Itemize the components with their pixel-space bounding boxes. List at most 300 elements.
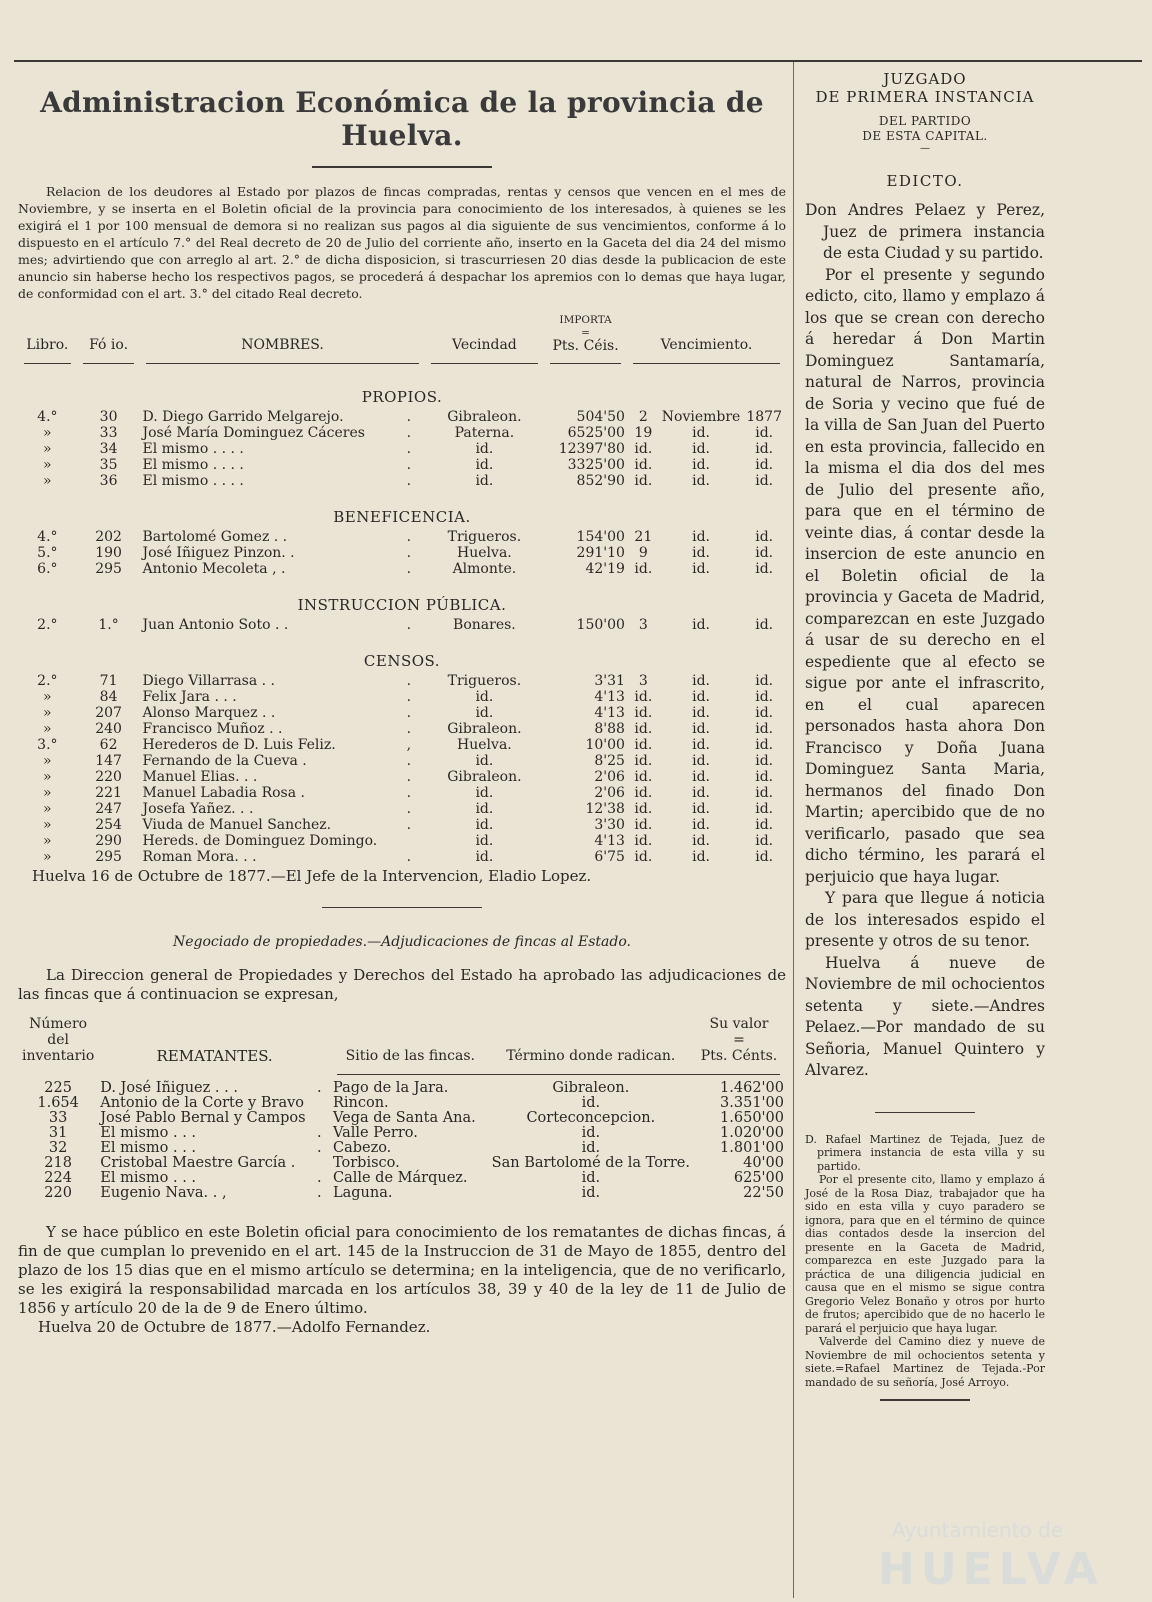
table-cell: 504'50 <box>576 409 625 425</box>
table-cell: 2'06 <box>594 769 625 785</box>
table-cell: Valle Perro. <box>332 1125 418 1141</box>
table-row <box>18 561 786 577</box>
table-cell: Viuda de Manuel Sanchez. <box>142 817 332 833</box>
table-cell: Fernando de la Cueva . <box>142 753 307 769</box>
table-cell: Vega de Santa Ana. <box>332 1110 476 1126</box>
header-valor-line-1: Su valor <box>709 1016 769 1032</box>
table-cell: 852'90 <box>576 473 625 489</box>
table-cell: id. <box>755 801 774 817</box>
table-cell: id. <box>692 561 710 577</box>
table-row <box>18 1156 786 1171</box>
edicto-body: Por el presente y segundo edicto, cito, llamo y emplazo á los que se crean con derecho á heredar á Don Martin Dominguez Santamaría, natural de Narros, provincia de Soria y vecino que fué de la villa de San Juan del Puerto en esta provincia, fallecido en la misma el dia dos del mes de Julio del presente año, para que en el término de veinte dias, á contar desde la insercion de este anuncio en el Boletin oficial de la provincia y Gaceta de Madrid, comparezcan en este Juzgado á usar de su derecho en el espediente que al efecto se sigue por ante el infrascrito, en el cual aparecen personados hasta ahora Don Francisco y Doña Juana Dominguez Santa Maria, hermanos del finado Don Martin; apercibido que de no verificarlo, pasado que sea dicho término, les parará el perjuicio que haya lugar. <box>805 265 1045 886</box>
table-cell: id. <box>755 785 774 801</box>
debtors-table <box>18 314 786 865</box>
right-separator <box>875 1112 975 1113</box>
table-row <box>18 425 786 441</box>
table-cell: 42'19 <box>585 561 625 577</box>
table-cell: 3'30 <box>594 817 625 833</box>
table-row <box>18 849 786 865</box>
table-cell: 218 <box>44 1155 72 1171</box>
table-cell: Antonio de la Corte y Bravo <box>100 1095 305 1111</box>
table-cell: id. <box>692 785 710 801</box>
edicto-title: EDICTO. <box>886 172 964 190</box>
table-cell: id. <box>634 785 653 801</box>
table-cell: id. <box>634 473 653 489</box>
debt-notice-intro: Relacion de los deudores al Estado por plazos de fincas compradas, rentas y censos que vencen en el mes de Noviembre, y se inserta en el Boletin oficial de la provincia para conocimiento de los interesados, à quienes se les exigirá el 1 por 100 mensual de demora si no realizan sus pagos al dia siguiente de sus vencimientos, conforme á lo dispuesto en el artículo 7.° del Real decreto de 20 de Julio del corriente año, inserto en la Gaceta del dia 24 del mismo mes; advirtiendo que con arreglo al art. 2.° de dicha disposicion, si trascurriesen 20 dias desde la publicacion de este anuncio sin haberse hecho los respectivos pagos, se procederá á despachar los apremios con lo demas que haya lugar, de conformidad con el art. 3.° del citado Real decreto. <box>18 184 786 301</box>
table-cell: id. <box>581 1140 601 1156</box>
header-importa-line-1: IMPORTA <box>559 314 612 326</box>
table-cell: id. <box>581 1185 601 1201</box>
table-cell: id. <box>692 817 710 833</box>
table-row <box>18 1141 786 1156</box>
table-cell: id. <box>692 689 710 705</box>
table-cell: 10'00 <box>585 737 625 753</box>
table-row <box>18 617 786 633</box>
table-cell: . <box>406 801 412 817</box>
top-rule <box>14 60 1142 62</box>
table-cell: id. <box>755 737 774 753</box>
watermark-text-1: Ayuntamiento de <box>892 1518 1064 1542</box>
section-title: Administracion Económica de la provincia de Huelva. <box>40 86 764 152</box>
table-row <box>18 1126 786 1141</box>
table-cell: Francisco Muñoz . . <box>142 721 283 737</box>
table-cell: 34 <box>99 441 118 457</box>
table-cell: id. <box>634 721 653 737</box>
table-cell: Bonares. <box>453 617 516 633</box>
table-cell: 207 <box>95 705 122 721</box>
table-cell: Trigueros. <box>447 529 522 545</box>
header-rule <box>18 357 786 369</box>
table-cell: id. <box>692 833 710 849</box>
table-cell: id. <box>475 473 494 489</box>
table-cell: id. <box>634 441 653 457</box>
edicto-signature: Huelva á nueve de Noviembre de mil ochocientos setenta y siete.—Andres Pelaez.—Por mandado de su Señoria, Manuel Quintero y Alvarez. <box>805 953 1045 1079</box>
table-cell: 8'25 <box>594 753 625 769</box>
table-cell: id. <box>755 769 774 785</box>
table-cell: 36 <box>99 473 118 489</box>
table-row <box>18 705 786 721</box>
table-cell: id. <box>634 849 653 865</box>
table-cell: 1877 <box>746 409 782 425</box>
table-cell: José Pablo Bernal y Campos <box>100 1110 306 1126</box>
table-cell: 3325'00 <box>567 457 625 473</box>
table-cell: Diego Villarrasa . . <box>142 673 276 689</box>
table-cell: El mismo . . . . <box>142 457 244 473</box>
table-cell: id. <box>634 753 653 769</box>
table-cell: id. <box>755 441 774 457</box>
table-cell: 40'00 <box>743 1155 784 1171</box>
table-cell: 35 <box>99 457 118 473</box>
table-cell: Felix Jara . . . <box>142 689 237 705</box>
section-heading-row <box>18 633 786 673</box>
adj-header-rule <box>18 1067 786 1081</box>
table-cell: » <box>43 753 52 769</box>
ayuntamiento-watermark-logo <box>868 1452 1104 1602</box>
table-cell: Roman Mora. . . <box>142 849 257 865</box>
table-cell: , <box>406 737 412 753</box>
table-cell: id. <box>475 833 494 849</box>
table-cell: » <box>43 785 52 801</box>
table-cell: id. <box>755 833 774 849</box>
table-cell: 4.° <box>37 409 58 425</box>
table-cell: . <box>406 529 412 545</box>
table-cell: 33 <box>48 1110 68 1126</box>
second-edicto-signature: Valverde del Camino diez y nueve de Noviembre de mil ochocientos setenta y siete.=Rafael Martinez de Tejada.-Por mandado de su señoría, José Arroyo. <box>805 1335 1045 1389</box>
table-cell: Bartolomé Gomez . . <box>142 529 288 545</box>
table-cell: 9 <box>638 545 648 561</box>
partido-label: DEL PARTIDO <box>878 114 972 128</box>
table-cell: . <box>316 1170 322 1186</box>
table-cell: D. Diego Garrido Melgarejo. <box>142 409 344 425</box>
table-cell: 33 <box>99 425 118 441</box>
table-cell: id. <box>692 545 710 561</box>
table-cell: 84 <box>99 689 118 705</box>
table-cell: » <box>43 473 52 489</box>
header-libro: Libro. <box>26 337 69 353</box>
table-cell: id. <box>475 849 494 865</box>
table-cell: 254 <box>95 817 122 833</box>
table-cell: 625'00 <box>733 1170 784 1186</box>
table-cell: Pago de la Jara. <box>332 1080 449 1096</box>
table-cell: . <box>406 441 412 457</box>
table-cell: id. <box>755 849 774 865</box>
debtors-table-body <box>18 369 786 865</box>
table-cell: 190 <box>95 545 122 561</box>
table-row <box>18 441 786 457</box>
table-cell: » <box>43 457 52 473</box>
table-cell: . <box>316 1140 322 1156</box>
table-cell: Trigueros. <box>447 673 522 689</box>
capital-label: DE ESTA CAPITAL. <box>862 129 988 143</box>
table-row <box>18 529 786 545</box>
juzgado-subheading: DE PRIMERA INSTANCIA <box>815 88 1035 106</box>
table-cell: . <box>406 721 412 737</box>
table-cell: 1.801'00 <box>720 1140 784 1156</box>
table-cell: 6.° <box>37 561 58 577</box>
table-cell: . <box>406 545 412 561</box>
header-vecindad: Vecindad <box>452 337 517 353</box>
table-cell: id. <box>475 457 494 473</box>
table-cell: 3 <box>638 617 648 633</box>
table-cell: . <box>406 673 412 689</box>
table-cell: id. <box>634 561 653 577</box>
table-cell: Huelva. <box>457 737 512 753</box>
table-cell: 295 <box>95 561 122 577</box>
header-valor <box>692 1016 786 1067</box>
table-cell: id. <box>475 753 494 769</box>
table-row <box>18 1111 786 1126</box>
table-cell: . <box>406 753 412 769</box>
table-cell: id. <box>634 817 653 833</box>
table-cell: id. <box>634 769 653 785</box>
table-cell: id. <box>692 673 710 689</box>
table-row <box>18 721 786 737</box>
table-cell: Eugenio Nava. . , <box>100 1185 227 1201</box>
table-cell: id. <box>755 817 774 833</box>
adjudications-table-header <box>18 1016 786 1067</box>
table-cell: id. <box>755 545 774 561</box>
table-cell: Manuel Elias. . . <box>142 769 258 785</box>
heading-dash: — <box>920 143 930 154</box>
table-cell: id. <box>475 689 494 705</box>
table-cell: El mismo . . . <box>100 1125 197 1141</box>
header-numero-line-1: Número <box>29 1016 88 1032</box>
table-cell: id. <box>692 849 710 865</box>
table-row <box>18 673 786 689</box>
table-cell: Antonio Mecoleta , . <box>142 561 286 577</box>
table-cell: Noviembre <box>661 409 741 425</box>
table-cell: id. <box>475 801 494 817</box>
table-cell: 202 <box>95 529 122 545</box>
section-heading-row <box>18 577 786 617</box>
table-cell: id. <box>692 425 710 441</box>
table-cell: id. <box>692 441 710 457</box>
table-cell: Juan Antonio Soto . . <box>142 617 289 633</box>
table-cell: id. <box>692 721 710 737</box>
section-separator <box>322 907 482 908</box>
table-cell: D. José Iñiguez . . . <box>100 1080 238 1096</box>
header-importa-line-2: = <box>581 327 590 339</box>
table-cell: » <box>43 441 52 457</box>
table-row <box>18 833 786 849</box>
table-cell: 6525'00 <box>567 425 625 441</box>
table-cell: Corteconcepcion. <box>526 1110 656 1126</box>
section-heading: PROPIOS. <box>361 388 443 406</box>
table-cell: 4'13 <box>594 833 625 849</box>
table-cell: id. <box>692 801 710 817</box>
table-cell: id. <box>755 753 774 769</box>
table-cell: 3.° <box>37 737 58 753</box>
table-row <box>18 473 786 489</box>
table-cell <box>308 1096 331 1111</box>
debtors-table-header <box>18 314 786 357</box>
table-cell: id. <box>475 705 494 721</box>
juzgado-heading: JUZGADO <box>883 70 967 88</box>
table-cell: 1.° <box>98 617 119 633</box>
table-cell: Paterna. <box>454 425 515 441</box>
table-cell: id. <box>755 457 774 473</box>
table-cell: 224 <box>44 1170 72 1186</box>
header-importa <box>544 314 627 357</box>
table-cell: Calle de Márquez. <box>332 1170 468 1186</box>
table-cell: id. <box>692 473 710 489</box>
table-cell: id. <box>634 457 653 473</box>
table-cell: 1.654 <box>37 1095 79 1111</box>
header-valor-line-3: Pts. Cénts. <box>700 1048 778 1064</box>
header-valor-line-2: = <box>733 1032 745 1048</box>
table-cell: 8'88 <box>594 721 625 737</box>
table-cell: Josefa Yañez. . . <box>142 801 254 817</box>
header-numero <box>18 1016 98 1067</box>
table-cell: 3.351'00 <box>720 1095 784 1111</box>
table-cell: id. <box>755 673 774 689</box>
table-cell: » <box>43 689 52 705</box>
table-cell: id. <box>755 561 774 577</box>
table-cell: 4'13 <box>594 689 625 705</box>
right-end-rule <box>880 1399 970 1401</box>
table-cell: 19 <box>634 425 653 441</box>
table-cell: Cristobal Maestre García . <box>100 1155 296 1171</box>
table-cell: 5.° <box>37 545 58 561</box>
table-cell: id. <box>475 441 494 457</box>
table-cell: 12397'80 <box>558 441 625 457</box>
subhead-adjudicaciones: Negociado de propiedades.—Adjudicaciones de fincas al Estado. <box>173 934 631 950</box>
right-column <box>805 70 1045 1401</box>
left-column <box>18 70 786 1336</box>
header-rematantes: REMATANTES. <box>156 1047 273 1065</box>
table-cell: 290 <box>95 833 122 849</box>
section-heading: BENEFICENCIA. <box>333 508 471 526</box>
table-cell: » <box>43 425 52 441</box>
table-cell: 291'10 <box>576 545 625 561</box>
table-cell: id. <box>634 689 653 705</box>
table-cell: . <box>406 457 412 473</box>
table-cell: . <box>406 705 412 721</box>
table-cell: id. <box>581 1095 601 1111</box>
table-cell: Cabezo. <box>332 1140 392 1156</box>
closing-paragraph: Y se hace público en este Boletin oficial para conocimiento de los rematantes de dichas fincas, á fin de que cumplan lo prevenido en el art. 145 de la Instruccion de 31 de Mayo de 1855, dentro del plazo de los 15 dias que en el mismo artículo se determina; en la inteligencia, que de no verificarlo, se les exigirá la responsabilidad marcada en los artículos 38, 39 y 40 de la ley de 11 de Julio de 1856 y artículo 20 de la de 9 de Enero último. <box>18 1223 786 1317</box>
table-cell: 220 <box>44 1185 72 1201</box>
table-row <box>18 545 786 561</box>
table-cell: 62 <box>99 737 118 753</box>
table-cell: 1.650'00 <box>720 1110 784 1126</box>
table-cell: . <box>316 1080 322 1096</box>
table-cell: Gibraleon. <box>447 769 522 785</box>
table-cell: José María Dominguez Cáceres <box>142 425 365 441</box>
table-cell: » <box>43 721 52 737</box>
title-ornament <box>18 156 786 175</box>
table-cell: Laguna. <box>332 1185 393 1201</box>
table-cell: 6'75 <box>594 849 625 865</box>
table-cell: id. <box>755 529 774 545</box>
table-cell: Gibraleon. <box>552 1080 630 1096</box>
table-row <box>18 753 786 769</box>
footer-signature-1: Huelva 16 de Octubre de 1877.—El Jefe de la Intervencion, Eladio Lopez. <box>32 867 592 885</box>
table-cell: 2.° <box>37 673 58 689</box>
table-cell: 154'00 <box>576 529 625 545</box>
table-cell: id. <box>755 473 774 489</box>
table-cell: 150'00 <box>576 617 625 633</box>
second-edicto-body: Por el presente cito, llamo y emplazo á José de la Rosa Diaz, trabajador que ha sido en esta villa y cuyo paradero se ignora, para que en el término de quince dias contados desde la insercion del presente en la Gaceta de Madrid, comparezca en este Juzgado para la práctica de una diligencia judicial en causa que en el mismo se sigue contra Gregorio Velez Bonaño y otros por hurto de frutos; apercibido que de no hacerlo le parará el perjuicio que haya lugar. <box>805 1173 1045 1335</box>
table-cell: 240 <box>95 721 122 737</box>
adjudications-table <box>18 1016 786 1201</box>
table-cell: 220 <box>95 769 122 785</box>
table-cell: id. <box>755 721 774 737</box>
table-cell: 3 <box>638 673 648 689</box>
table-cell: » <box>43 769 52 785</box>
table-cell: El mismo . . . <box>100 1140 197 1156</box>
table-cell: id. <box>475 785 494 801</box>
table-cell: Huelva. <box>457 545 512 561</box>
table-cell: id. <box>581 1170 601 1186</box>
table-cell: Rincon. <box>332 1095 389 1111</box>
section-heading-row <box>18 369 786 409</box>
table-cell: . <box>406 617 412 633</box>
table-row <box>18 801 786 817</box>
table-cell: id. <box>692 737 710 753</box>
table-cell: » <box>43 801 52 817</box>
table-row <box>18 689 786 705</box>
table-row <box>18 769 786 785</box>
adjudications-table-body <box>18 1081 786 1201</box>
table-cell: id. <box>755 689 774 705</box>
table-cell: 21 <box>634 529 653 545</box>
table-cell: 2 <box>638 409 648 425</box>
footer-signature-2: Huelva 20 de Octubre de 1877.—Adolfo Fernandez. <box>38 1318 431 1336</box>
table-cell: id. <box>755 705 774 721</box>
table-cell: El mismo . . . . <box>142 441 244 457</box>
table-row <box>18 817 786 833</box>
table-cell: 221 <box>95 785 122 801</box>
table-cell: 32 <box>48 1140 68 1156</box>
table-row <box>18 737 786 753</box>
table-cell: id. <box>634 801 653 817</box>
table-cell <box>393 833 425 849</box>
table-cell: San Bartolomé de la Torre. <box>491 1155 690 1171</box>
table-cell: Hereds. de Dominguez Domingo. <box>142 833 378 849</box>
table-cell: 12'38 <box>585 801 625 817</box>
table-cell: . <box>316 1125 322 1141</box>
table-cell: 295 <box>95 849 122 865</box>
table-cell: . <box>406 561 412 577</box>
table-cell: id. <box>692 529 710 545</box>
table-cell: id. <box>755 425 774 441</box>
adjudicaciones-intro: La Direccion general de Propiedades y Derechos del Estado ha aprobado las adjudicaciones de las fincas que á continuacion se expresan, <box>18 966 786 1003</box>
table-row <box>18 1171 786 1186</box>
table-cell: » <box>43 817 52 833</box>
table-cell: id. <box>692 769 710 785</box>
table-cell: id. <box>692 617 710 633</box>
table-cell: id. <box>581 1125 601 1141</box>
table-cell: id. <box>692 705 710 721</box>
header-numero-line-2: del <box>47 1032 69 1048</box>
table-cell: 71 <box>99 673 118 689</box>
table-cell: » <box>43 705 52 721</box>
table-cell: 3'31 <box>594 673 625 689</box>
second-edicto-intro: D. Rafael Martinez de Tejada, Juez de primera instancia de esta villa y su partido. <box>805 1132 1045 1173</box>
table-cell: 4.° <box>37 529 58 545</box>
table-cell: Manuel Labadia Rosa . <box>142 785 305 801</box>
table-row <box>18 785 786 801</box>
table-cell: 1.020'00 <box>720 1125 784 1141</box>
edicto-intro: Don Andres Pelaez y Perez, Juez de primera instancia de esta Ciudad y su partido. <box>805 201 1045 262</box>
table-cell: id. <box>634 737 653 753</box>
section-heading: CENSOS. <box>363 652 441 670</box>
table-cell: . <box>406 689 412 705</box>
table-cell: 1.462'00 <box>720 1080 784 1096</box>
table-row <box>18 1186 786 1201</box>
table-cell: id. <box>475 817 494 833</box>
table-cell: » <box>43 849 52 865</box>
table-cell <box>308 1156 331 1171</box>
table-cell: Torbisco. <box>332 1155 400 1171</box>
header-numero-line-3: inventario <box>21 1048 95 1064</box>
edicto-body-2: Y para que llegue á noticia de los interesados espido el presente y otros de su tenor. <box>805 889 1045 950</box>
table-cell: 31 <box>48 1125 68 1141</box>
table-cell: José Iñiguez Pinzon. . <box>142 545 295 561</box>
table-cell: . <box>406 785 412 801</box>
table-cell: . <box>406 473 412 489</box>
table-cell: id. <box>692 457 710 473</box>
header-sitio: Sitio de las fincas. <box>345 1048 476 1064</box>
table-cell: id. <box>634 705 653 721</box>
table-cell: . <box>406 409 412 425</box>
table-cell: 247 <box>95 801 122 817</box>
header-importa-line-3: Pts. Céis. <box>552 338 619 354</box>
table-cell: 22'50 <box>743 1185 784 1201</box>
table-cell: id. <box>755 617 774 633</box>
table-cell: 2'06 <box>594 785 625 801</box>
